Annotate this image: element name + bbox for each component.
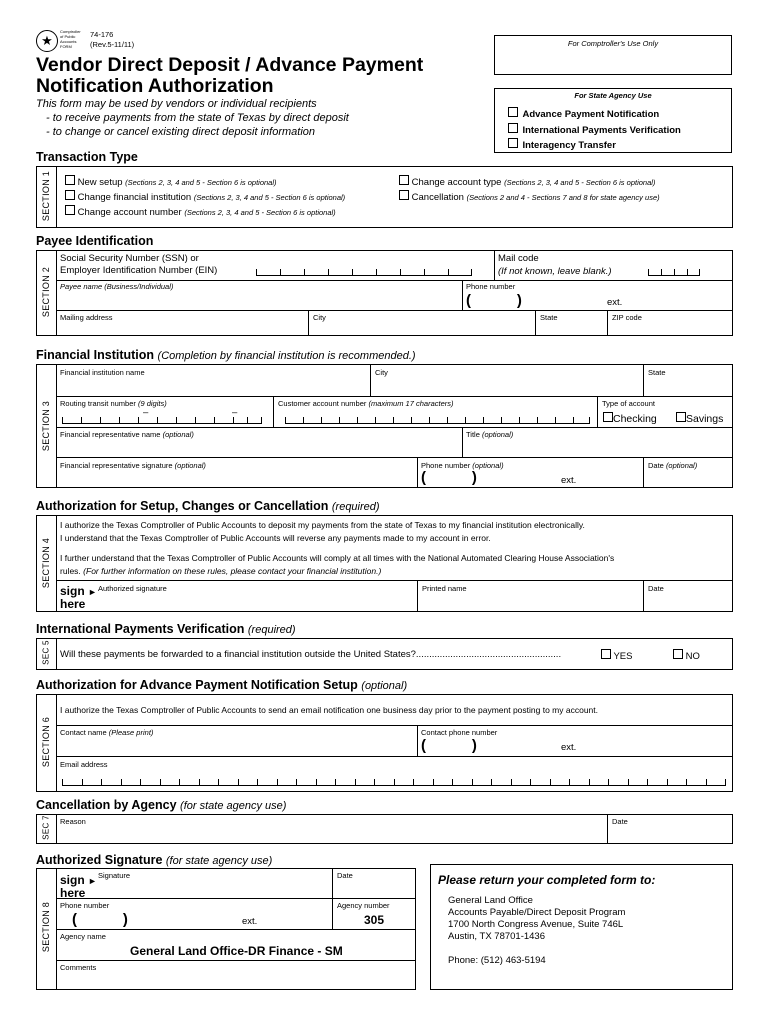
routing-label-text: Routing transit number [60,399,136,408]
section7-box [36,814,733,844]
payee-name-label: Payee name (Business/Individual) [60,282,174,291]
checkbox[interactable] [603,412,613,422]
rep-title-text: Title [466,430,480,439]
rep-date-label [648,461,697,470]
return-line-4: Austin, TX 78701-1436 [448,931,546,942]
notification-text: I authorize the Texas Comptroller of Public Accounts to send an email notification one business day prior to the payment posting to my account. [60,705,599,715]
savings-label: Savings [686,413,724,425]
section5-label: SEC 5 [41,640,51,665]
auth-date-label: Date [648,584,664,593]
payee-phone-ext: ext. [607,297,623,308]
section8-title [36,853,272,867]
agency-phone-area-code[interactable]: ( ) [72,911,128,928]
section2-label: SECTION 2 [41,266,51,318]
comments-label: Comments [60,963,97,972]
international-yes[interactable] [601,649,632,662]
rep-title-note: (optional) [481,430,514,439]
section4-title [36,499,380,513]
contact-name-text: Contact name [60,728,107,737]
international-no[interactable] [673,649,700,662]
account-type-label: Type of account [602,399,655,408]
rep-signature-note: (optional) [174,461,206,470]
section3-title-text: Financial Institution [36,348,155,362]
routing-note: (9 digits) [137,399,167,408]
return-line-2: Accounts Payable/Direct Deposit Program [448,907,626,918]
agency-option-label: International Payments Verification [522,125,681,136]
agency-number-label: Agency number [337,901,390,910]
return-line-3: 1700 North Congress Avenue, Suite 746L [448,919,624,930]
auth-signature-label: Authorized signature [98,584,167,593]
section3-subtitle: (Completion by financial institution is recommended.) [157,350,416,362]
mailing-address-label: Mailing address [60,313,113,322]
auth-line-3: I further understand that the Texas Comptroller of Public Accounts will comply at all times with the National Automated Clearing House Association's [60,553,615,563]
mail-code-input[interactable] [648,269,700,276]
rep-signature-label [60,461,206,470]
payee-phone-area-code[interactable]: ( ) [466,292,522,309]
routing-label [60,399,167,408]
section2-title: Payee Identification [36,234,154,248]
intro-bullet-1: - to receive payments from the state of Texas by direct deposit [46,112,349,124]
rep-phone-note: (optional) [472,461,504,470]
agency-date-label: Date [337,871,353,880]
account-label-text: Customer account number [278,399,367,408]
intro-text: This form may be used by vendors or individual recipients [36,98,317,110]
agency-use-label: For State Agency Use [574,91,652,100]
mail-code-note: (If not known, leave blank.) [498,266,612,277]
savings-option[interactable] [676,412,723,425]
section5-title [36,622,296,636]
section8-label: SECTION 8 [41,901,51,953]
account-label [278,399,454,408]
section3-label: SECTION 3 [41,400,51,452]
option-change-account-type[interactable] [399,175,655,188]
comptroller-seal: ★ [36,30,58,52]
return-line-1: General Land Office [448,895,533,906]
agency-name-label: Agency name [60,932,106,941]
contact-name-label [60,728,153,737]
option-note: (Sections 2, 3, 4 and 5 - Section 6 is optional) [193,193,346,202]
payee-zip-label: ZIP code [612,313,642,322]
auth-line-4-note: (For further information on these rules, please contact your financial institution.) [83,566,382,576]
auth-signature-input[interactable] [98,594,413,610]
section4-label: SECTION 4 [41,537,51,589]
section6-label: SECTION 6 [41,716,51,768]
option-label: New setup [77,177,123,188]
section1-title: Transaction Type [36,150,138,164]
yes-label: YES [613,651,633,662]
here-word: here [60,886,86,900]
option-note: (Sections 2, 3, 4 and 5 - Section 6 is optional) [125,178,277,187]
fi-city-label: City [375,368,388,377]
auth-line-2: I understand that the Texas Comptroller of Public Accounts will reverse any payments made to my account in error. [60,533,491,543]
section7-subtitle: (for state agency use) [180,800,287,812]
contact-name-note: (Please print) [108,728,154,737]
checkbox[interactable] [508,123,518,133]
option-new-setup[interactable] [65,175,277,188]
rep-name-text: Financial representative name [60,430,161,439]
return-phone: Phone: (512) 463-5194 [448,955,546,966]
option-label: Cancellation [411,192,464,203]
agency-option-label: Advance Payment Notification [522,109,660,120]
checkbox[interactable] [65,175,75,185]
section6-subtitle: (optional) [361,680,408,692]
fi-state-label: State [648,368,666,377]
agency-sign-here-marker: sign ► here [60,873,97,900]
page-title-line1: Vendor Direct Deposit / Advance Payment [36,54,424,76]
fi-name-label: Financial institution name [60,368,145,377]
ein-label: Employer Identification Number (EIN) [60,265,218,276]
agency-phone-label: Phone number [60,901,110,910]
section5-title-text: International Payments Verification [36,622,245,636]
rep-phone-text: Phone number [421,461,471,470]
option-change-institution[interactable] [65,190,345,203]
contact-phone-area-code[interactable]: ( ) [421,737,477,754]
rep-phone-area-code[interactable]: ( ) [421,469,477,486]
rep-date-note: (optional) [665,461,698,470]
agency-signature-label: Signature [98,871,131,880]
rep-title-label [466,430,513,439]
here-word: here [60,597,86,611]
option-label: Change financial institution [77,192,192,203]
payee-state-label: State [540,313,558,322]
section8-title-text: Authorized Signature [36,853,163,867]
rep-phone-ext: ext. [561,475,577,486]
option-note: (Sections 2 and 4 - Sections 7 and 8 for state agency use) [466,193,660,202]
section6-title [36,678,407,692]
checkbox[interactable] [399,175,409,185]
checkbox[interactable] [508,138,518,148]
payee-name-input[interactable] [60,292,458,308]
printed-name-label: Printed name [422,584,467,593]
ssn-label: Social Security Number (SSN) or [60,253,199,264]
auth-line-4 [60,566,381,576]
agency-name-value: General Land Office-DR Finance - SM [130,944,343,958]
account-input[interactable] [285,417,590,424]
checkbox[interactable] [601,649,611,659]
section8-subtitle: (for state agency use) [165,855,273,867]
intro-bullet-2: - to change or cancel existing direct deposit information [46,126,316,138]
agency-option-label: Interagency Transfer [522,140,616,151]
option-note: (Sections 2, 3, 4 and 5 - Section 6 is optional) [184,208,336,217]
option-label: Change account type [411,177,502,188]
no-label: NO [685,651,700,662]
auth-line-4-text: rules. [60,566,81,576]
international-question: Will these payments be forwarded to a financial institution outside the United States?....................................................... [60,649,562,660]
comptroller-use-label: For Comptroller's Use Only [567,39,659,48]
section7-title-text: Cancellation by Agency [36,798,177,812]
checkbox[interactable] [676,412,686,422]
section1-label: SECTION 1 [41,170,51,222]
form-number: 74-176 [90,30,114,39]
section4-subtitle: (required) [331,501,380,513]
return-title: Please return your completed form to: [438,873,656,887]
sign-word: sign [60,873,85,887]
form-revision: (Rev.5-11/11) [90,40,135,49]
reason-label: Reason [60,817,86,826]
auth-line-1: I authorize the Texas Comptroller of Public Accounts to deposit my payments from the state of Texas to my financial institution electronically. [60,520,585,530]
checkbox[interactable] [673,649,683,659]
sign-word: sign [60,584,85,598]
payee-phone-label: Phone number [466,282,516,291]
payee-city-label: City [313,313,326,322]
checking-option[interactable] [603,412,657,425]
email-label: Email address [60,760,108,769]
option-note: (Sections 2, 3, 4 and 5 - Section 6 is optional) [504,178,656,187]
section5-subtitle: (required) [247,624,296,636]
sign-here-marker: sign ► here [60,584,97,611]
ssn-input[interactable] [256,269,472,276]
agency-phone-ext: ext. [242,916,258,927]
rep-name-note: (optional) [162,430,194,439]
checkbox[interactable] [508,107,518,117]
checkbox[interactable] [65,190,75,200]
routing-input[interactable] [62,417,262,424]
rep-name-label [60,430,194,439]
contact-phone-ext: ext. [561,742,577,753]
section6-title-text: Authorization for Advance Payment Notification Setup [36,678,358,692]
option-change-account-number[interactable] [65,205,336,218]
account-note: (maximum 17 characters) [368,399,454,408]
contact-phone-label: Contact phone number [421,728,498,737]
option-label: Change account number [77,207,182,218]
section7-label: SEC 7 [41,815,51,840]
rep-date-text: Date [648,461,664,470]
seal-text: Comptroller of Public Accounts FORM [60,29,81,49]
checkbox[interactable] [399,190,409,200]
cancel-date-label: Date [612,817,628,826]
email-input[interactable] [62,779,726,786]
rep-signature-text: Financial representative signature [60,461,173,470]
section7-title [36,798,286,812]
agency-number-value: 305 [364,913,385,927]
mail-code-label: Mail code [498,253,539,264]
section3-title [36,348,416,362]
agency-option-3[interactable] [508,135,616,153]
checking-label: Checking [613,413,657,425]
option-cancellation[interactable] [399,190,660,203]
section4-title-text: Authorization for Setup, Changes or Cancellation [36,499,329,513]
page-title-line2: Notification Authorization [36,75,274,97]
checkbox[interactable] [65,205,75,215]
